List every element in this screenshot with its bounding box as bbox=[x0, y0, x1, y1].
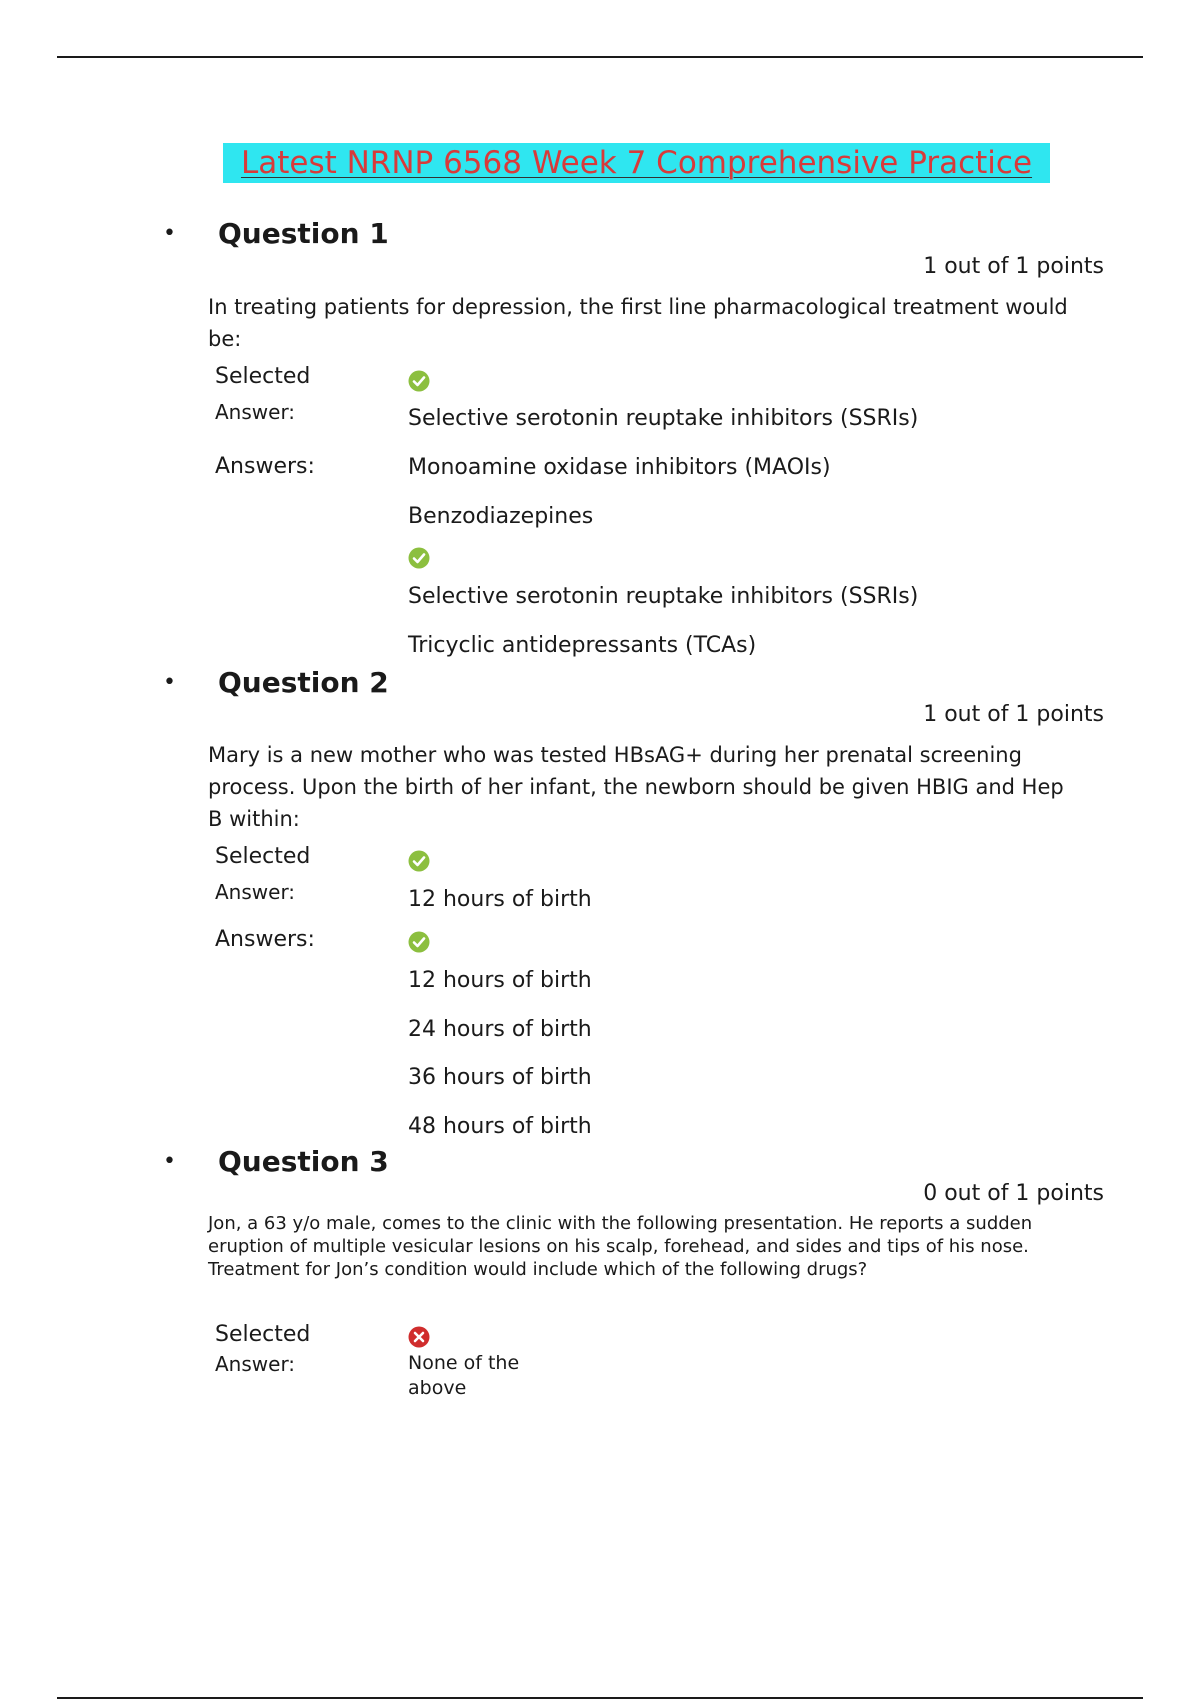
answer-label: Answer: bbox=[215, 400, 296, 424]
question-1-answer-option: Tricyclic antidepressants (TCAs) bbox=[408, 633, 757, 658]
question-1-answer-option: Benzodiazepines bbox=[408, 504, 594, 529]
question-2-title: Question 2 bbox=[218, 666, 389, 699]
question-1-answer-option: Selective serotonin reuptake inhibitors (SSRIs) bbox=[408, 584, 919, 609]
question-1-points: 1 out of 1 points bbox=[923, 254, 1104, 279]
question-3-points: 0 out of 1 points bbox=[923, 1181, 1104, 1206]
question-1-answer-option: Monoamine oxidase inhibitors (MAOIs) bbox=[408, 455, 831, 480]
answer-label: Answer: bbox=[215, 1352, 296, 1376]
bullet-icon: • bbox=[163, 221, 176, 246]
bullet-icon: • bbox=[163, 1149, 176, 1174]
question-2-answer-option: 24 hours of birth bbox=[408, 1017, 592, 1042]
bottom-rule bbox=[57, 1697, 1143, 1699]
selected-label: Selected bbox=[215, 844, 311, 869]
selected-label: Selected bbox=[215, 1322, 311, 1347]
correct-check-icon bbox=[408, 931, 430, 953]
question-1-selected-answer: Selective serotonin reuptake inhibitors (SSRIs) bbox=[408, 406, 919, 431]
question-2-selected-answer: 12 hours of birth bbox=[408, 887, 592, 912]
question-1-title: Question 1 bbox=[218, 217, 389, 250]
correct-check-icon bbox=[408, 850, 430, 872]
correct-check-icon bbox=[408, 547, 430, 569]
correct-check-icon bbox=[408, 370, 430, 392]
question-3-selected-answer: None of the above bbox=[408, 1352, 520, 1399]
question-3-title: Question 3 bbox=[218, 1145, 389, 1178]
answers-label: Answers: bbox=[215, 454, 315, 479]
question-2-points: 1 out of 1 points bbox=[923, 702, 1104, 727]
question-3-text: Jon, a 63 y/o male, comes to the clinic with the following presentation. He reports a sudden eruption of multiple vesicular lesions on his scalp, forehead, and sides and tips of his nose. Treatment for Jon’s condition would include which of the following drugs? bbox=[208, 1213, 1033, 1280]
selected-label: Selected bbox=[215, 364, 311, 389]
top-rule bbox=[57, 56, 1143, 58]
question-1-text: In treating patients for depression, the first line pharmacological treatment would be: bbox=[208, 295, 1068, 351]
document-title: Latest NRNP 6568 Week 7 Comprehensive Practice bbox=[223, 143, 1050, 183]
question-2-answer-option: 48 hours of birth bbox=[408, 1114, 592, 1139]
bullet-icon: • bbox=[163, 670, 176, 695]
question-2-answer-option: 12 hours of birth bbox=[408, 968, 592, 993]
question-2-text: Mary is a new mother who was tested HBsAG+ during her prenatal screening process. Upon the birth of her infant, the newborn should be given HBIG and Hep B within: bbox=[208, 743, 1064, 831]
question-2-answer-option: 36 hours of birth bbox=[408, 1065, 592, 1090]
answers-label: Answers: bbox=[215, 927, 315, 952]
answer-label: Answer: bbox=[215, 880, 296, 904]
incorrect-x-icon bbox=[408, 1326, 430, 1348]
